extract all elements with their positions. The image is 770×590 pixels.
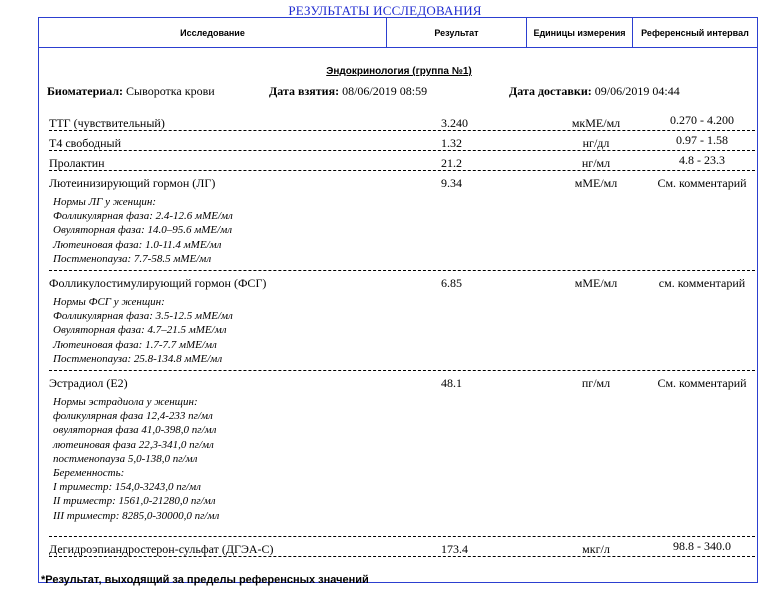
table-row <box>49 539 755 557</box>
note-line: Беременность: <box>53 467 125 480</box>
test-result: 6.85 <box>441 276 462 290</box>
column-header-result: Результат <box>387 18 527 48</box>
test-reference: 4.8 - 23.3 <box>679 153 725 167</box>
test-reference: См. комментарий <box>657 376 747 390</box>
note-line: фоликулярная фаза 12,4-233 пг/мл <box>53 410 213 423</box>
delivery-date-value: 09/06/2019 04:44 <box>594 84 680 98</box>
note-line: Постменопауза: 25.8-134.8 мМЕ/мл <box>53 352 223 365</box>
note-line: Нормы эстрадиола у женщин: <box>53 396 198 408</box>
test-name: Эстрадиол (Е2) <box>49 376 128 390</box>
note-line: Лютеиновая фаза: 1.7-7.7 мМЕ/мл <box>53 338 217 351</box>
test-units: мкг/л <box>582 542 610 556</box>
taken-date-value: 08/06/2019 08:59 <box>342 84 428 98</box>
section-title: Эндокринология (группа №1) <box>326 66 472 77</box>
table-row <box>49 376 755 390</box>
test-reference: 0.97 - 1.58 <box>676 133 728 147</box>
test-units: мМЕ/мл <box>574 276 618 290</box>
table-row <box>49 133 755 151</box>
note-line: овуляторная фаза 41,0-398,0 пг/мл <box>53 424 217 437</box>
test-result: 173.4 <box>441 542 468 556</box>
column-header-reference: Референсный интервал <box>633 18 757 48</box>
report-title: РЕЗУЛЬТАТЫ ИССЛЕДОВАНИЯ <box>288 3 482 18</box>
biomaterial-value: Сыворотка крови <box>126 84 215 98</box>
table-row <box>49 276 755 290</box>
test-name: ТТГ (чувствительный) <box>49 116 165 130</box>
test-units: пг/мл <box>581 376 611 390</box>
table-row <box>49 176 755 190</box>
test-reference: 98.8 - 340.0 <box>673 539 731 553</box>
test-reference: См. комментарий <box>657 176 747 190</box>
note-line: Овуляторная фаза: 14.0–95.6 мМЕ/мл <box>53 224 233 237</box>
test-units: мМЕ/мл <box>574 176 618 190</box>
out-of-range-footnote: *Результат, выходящий за пределы референсных значений <box>41 574 369 586</box>
note-line: Фолликулярная фаза: 2.4-12.6 мМЕ/мл <box>53 210 233 223</box>
biomaterial-info <box>47 84 215 99</box>
test-name: Пролактин <box>49 156 105 170</box>
note-line: постменопауза 5,0-138,0 пг/мл <box>53 452 198 465</box>
note-line: лютеиновая фаза 22,3-341,0 пг/мл <box>53 438 214 451</box>
note-line: Овуляторная фаза: 4.7–21.5 мМЕ/мл <box>53 324 227 337</box>
column-header-units: Единицы измерения <box>527 18 633 48</box>
test-reference: 0.270 - 4.200 <box>670 113 734 127</box>
test-name: Фолликулостимулирующий гормон (ФСГ) <box>49 276 267 290</box>
table-row <box>49 113 755 131</box>
test-name: Лютеинизирующий гормон (ЛГ) <box>49 176 216 190</box>
note-line: Постменопауза: 7.7-58.5 мМЕ/мл <box>53 252 212 265</box>
test-name: Т4 свободный <box>49 136 122 150</box>
delivery-date-info <box>509 84 680 99</box>
results-table <box>38 17 758 586</box>
taken-date-info <box>269 84 427 99</box>
note-line: Фолликулярная фаза: 3.5-12.5 мМЕ/мл <box>53 310 233 323</box>
test-result: 3.240 <box>441 116 468 130</box>
test-units: нг/дл <box>582 136 610 150</box>
test-result: 21.2 <box>441 156 462 170</box>
test-units: мкМЕ/мл <box>571 116 621 130</box>
note-line: III триместр: 8285,0-30000,0 пг/мл <box>53 509 220 522</box>
column-header-study: Исследование <box>39 18 387 48</box>
test-result: 9.34 <box>441 176 462 190</box>
test-units: нг/мл <box>581 156 611 170</box>
note-line: Лютеиновая фаза: 1.0-11.4 мМЕ/мл <box>53 238 222 251</box>
note-line: I триместр: 154,0-3243,0 пг/мл <box>53 481 201 494</box>
test-result: 1.32 <box>441 136 462 150</box>
lh-reference-note <box>53 195 233 266</box>
table-row <box>49 153 755 171</box>
note-line: II триместр: 1561,0-21280,0 пг/мл <box>53 495 216 508</box>
test-reference: см. комментарий <box>658 276 746 290</box>
note-line: Нормы ЛГ у женщин: <box>53 196 157 208</box>
fsh-reference-note <box>53 295 233 366</box>
estradiol-reference-note <box>53 395 219 523</box>
taken-date-label: Дата взятия: <box>269 84 340 98</box>
note-line: Нормы ФСГ у женщин: <box>53 296 165 308</box>
test-name: Дегидроэпиандростерон-сульфат (ДГЭА-С) <box>49 542 274 556</box>
delivery-date-label: Дата доставки: <box>509 84 592 98</box>
test-result: 48.1 <box>441 376 462 390</box>
biomaterial-label: Биоматериал: <box>47 84 124 98</box>
